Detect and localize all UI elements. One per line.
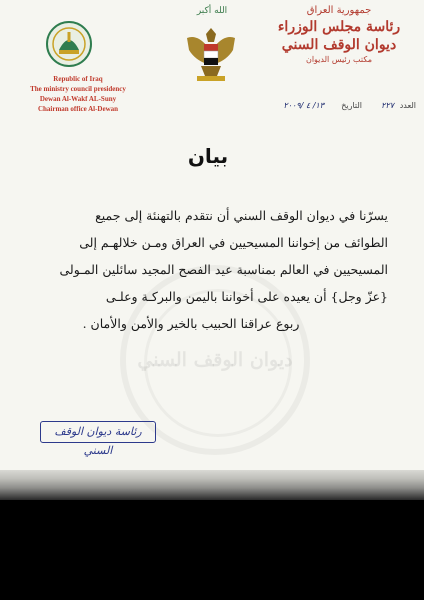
letterhead-ar-line: ديوان الوقف السني bbox=[281, 37, 397, 53]
watermark-text: ديوان الوقف السني bbox=[137, 349, 293, 371]
letterhead-en-line: Chairman office Al-Dewan bbox=[37, 105, 119, 113]
body-line: يسرّنا في ديوان الوقف السني أن نتقدم بالتهنئة إلى جميع bbox=[95, 208, 388, 223]
scan-edge-band bbox=[0, 470, 424, 500]
letterhead-ar-line: مكتب رئيس الديوان bbox=[305, 55, 373, 64]
iraq-eagle-emblem-icon bbox=[183, 20, 239, 86]
letterhead-en-line: Dewan Al-Wakf AL-Suny bbox=[39, 95, 117, 103]
ref-number-label: العدد bbox=[399, 101, 416, 110]
arabic-letterhead bbox=[264, 4, 414, 65]
document-body bbox=[34, 202, 388, 337]
reference-row bbox=[258, 101, 416, 113]
waqf-logo-icon bbox=[45, 20, 93, 68]
body-line: ربوع عراقنا الحبيب بالخير والأمن والأمان . bbox=[82, 316, 300, 331]
body-line: المسيحيين في العالم بمناسبة عيد الفصح المجيد سائلين المـولى bbox=[59, 262, 388, 277]
emblem-caption: الله أكبر bbox=[196, 6, 228, 16]
ref-number-value: ٢٢٧ bbox=[381, 101, 394, 110]
ref-date-label: التاريخ bbox=[341, 101, 362, 110]
english-letterhead bbox=[4, 74, 152, 114]
letterhead-en-line: Republic of Iraq bbox=[53, 75, 103, 83]
body-line: {عزّ وجل} أن يعيده على أخواننا باليمن والبركـة وعلـى bbox=[105, 289, 388, 304]
document-title: بيان bbox=[187, 144, 229, 168]
body-line: الطوائف من إخواننا المسيحيين في العراق ومـن خلالهـم إلى bbox=[79, 235, 388, 250]
letterhead-en-line: The ministry council presidency bbox=[30, 85, 126, 93]
office-stamp: رئاسة ديوان الوقف السني bbox=[40, 421, 156, 443]
letterhead-ar-line: رئاسة مجلس الوزراء bbox=[277, 19, 401, 35]
ref-date-value: ١٣/ ٤ /٢٠٠٩ bbox=[283, 101, 324, 110]
letterhead-ar-line: جمهورية العراق bbox=[306, 5, 372, 16]
